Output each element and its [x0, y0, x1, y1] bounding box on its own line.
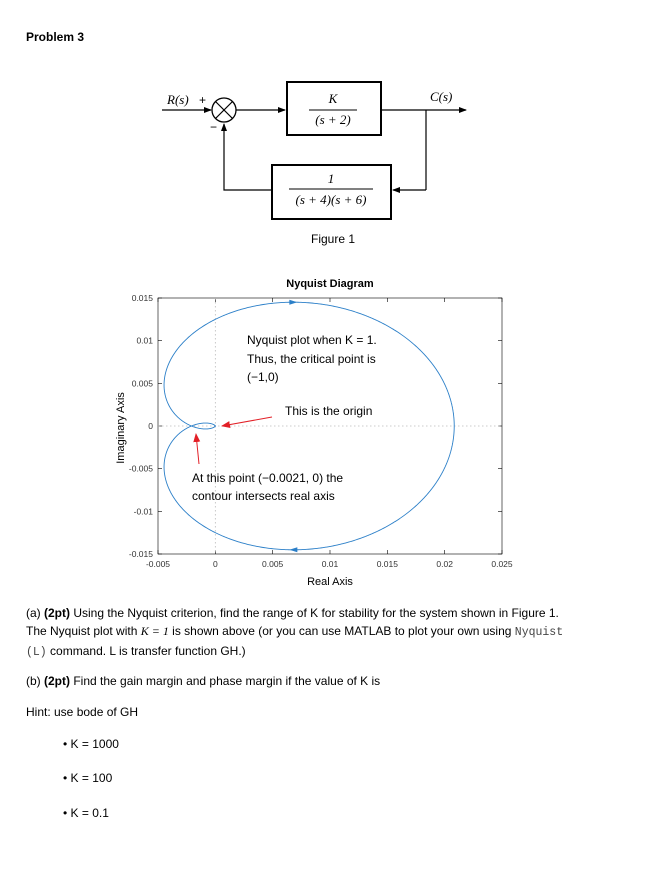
y-tick-label: -0.005 — [128, 463, 153, 474]
y-tick-label: 0.005 — [131, 378, 153, 389]
k-value-1: • K = 1000 — [63, 737, 119, 751]
x-tick-label: -0.005 — [145, 559, 171, 569]
question-b: (b) (2pt) Find the gain margin and phase margin if the value of K is — [26, 674, 381, 688]
x-axis-label: Real Axis — [307, 576, 353, 588]
code-nyquist: Nyquist — [514, 626, 564, 639]
output-label: C(s) — [430, 89, 453, 104]
k-value-3: • K = 0.1 — [63, 806, 109, 820]
question-a-points: (2pt) — [44, 606, 70, 620]
feedback-numerator: 1 — [327, 171, 335, 186]
annotation-critical-line1: Nyquist plot when K = 1. — [247, 333, 377, 347]
feedback-return-arrow — [224, 124, 272, 190]
input-label: R(s) — [167, 92, 189, 107]
k-value-2: • K = 100 — [63, 771, 113, 785]
x-tick-label: 0.01 — [321, 559, 339, 569]
problem-title: Problem 3 — [26, 30, 85, 44]
x-tick-label: 0 — [212, 559, 218, 569]
y-tick-label: 0 — [148, 421, 153, 431]
nyquist-chart — [0, 268, 661, 598]
code-l: (L) — [26, 646, 47, 659]
chart-title: Nyquist Diagram — [286, 278, 374, 290]
x-tick-label: 0.005 — [262, 559, 284, 569]
question-a-line2: The Nyquist plot with K = 1 is shown above (or you can use MATLAB to plot your own using Nyquist — [26, 624, 564, 639]
x-tick-label: 0.025 — [491, 559, 513, 569]
y-tick-label: 0.01 — [136, 335, 153, 346]
forward-numerator: K — [328, 91, 338, 106]
annotation-critical-line3: (−1,0) — [247, 370, 279, 384]
y-tick-label: -0.015 — [128, 549, 153, 559]
forward-block — [287, 82, 381, 135]
x-tick-label: 0.02 — [436, 559, 453, 569]
question-b-points: (2pt) — [44, 674, 70, 688]
block-diagram — [0, 0, 661, 260]
feedback-denominator: (s + 4)(s + 6) — [295, 192, 367, 207]
plus-sign: + — [199, 93, 207, 107]
forward-denominator: (s + 2) — [315, 112, 351, 127]
x-tick-label: 0.015 — [376, 559, 398, 569]
annotation-crossing-line1: At this point (−0.0021, 0) the — [192, 471, 344, 485]
figure-caption: Figure 1 — [311, 232, 356, 246]
y-tick-label: -0.01 — [133, 506, 153, 517]
question-a-line1: (a) (2pt) Using the Nyquist criterion, find the range of K for stability for the system shown in Figure 1. — [26, 606, 559, 620]
question-a-math: K = 1 — [140, 624, 169, 638]
question-a — [26, 604, 646, 662]
y-tick-label: 0.015 — [131, 293, 153, 303]
minus-sign: − — [210, 120, 218, 134]
annotation-critical-line2: Thus, the critical point is — [247, 352, 376, 366]
annotation-crossing-line2: contour intersects real axis — [192, 489, 335, 503]
annotation-origin: This is the origin — [285, 404, 373, 418]
y-axis-label: Imaginary Axis — [115, 392, 127, 464]
question-a-line3: (L) command. L is transfer function GH.) — [26, 644, 246, 659]
hint-text: Hint: use bode of GH — [26, 705, 139, 719]
